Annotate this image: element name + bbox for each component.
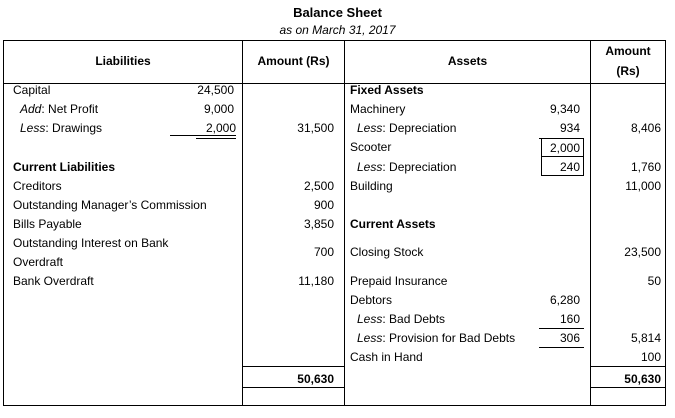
current-liabilities-heading: Current Liabilities — [13, 160, 116, 174]
bad-debts-label — [357, 312, 445, 326]
interest-label-cont: Overdraft — [13, 255, 64, 269]
header-amount-right: Amount — [605, 44, 651, 58]
header-amount-left: Amount (Rs) — [257, 54, 330, 68]
subtotal-rule — [539, 138, 584, 139]
overdraft-amount: 11,180 — [298, 274, 334, 288]
total-rule — [590, 387, 665, 388]
machinery-net-amount: 8,406 — [630, 121, 661, 135]
less-prefix: Less — [20, 121, 46, 135]
scooter-dep-text: : Depreciation — [382, 160, 457, 174]
drawings-label — [20, 121, 102, 135]
creditors-amount: 2,500 — [303, 179, 334, 193]
total-rule — [242, 366, 345, 367]
balance-sheet-table — [3, 40, 666, 406]
drawings-text: : Drawings — [45, 121, 103, 135]
add-prefix: Add — [20, 102, 42, 116]
liabilities-total: 50,630 — [297, 372, 334, 386]
capital-label: Capital — [13, 83, 51, 97]
debtors-value: 6,280 — [549, 293, 580, 307]
less-prefix: Less — [357, 312, 383, 326]
net-profit-label — [20, 102, 98, 116]
total-rule — [590, 366, 665, 367]
col-divider — [590, 41, 591, 405]
less-prefix: Less — [357, 331, 383, 345]
subtotal-rule — [539, 328, 584, 329]
capital-value: 24,500 — [197, 83, 234, 97]
interest-amount: 700 — [313, 245, 334, 259]
provision-label — [357, 331, 515, 345]
building-amount: 11,000 — [625, 179, 661, 193]
bills-label: Bills Payable — [13, 217, 82, 231]
commission-label: Outstanding Manager’s Commission — [13, 198, 207, 212]
less-prefix: Less — [357, 121, 383, 135]
assets-total: 50,630 — [624, 372, 661, 386]
cash-label: Cash in Hand — [350, 350, 423, 364]
machinery-dep-value: 934 — [559, 121, 580, 135]
scooter-net-amount: 1,760 — [630, 160, 661, 174]
provision-value: 306 — [559, 331, 580, 345]
bad-debts-text: : Bad Debts — [382, 312, 446, 326]
insurance-amount: 50 — [647, 274, 661, 288]
stock-label: Closing Stock — [350, 245, 424, 259]
document-subtitle: as on March 31, 2017 — [279, 23, 396, 37]
bills-amount: 3,850 — [303, 217, 334, 231]
fixed-assets-heading: Fixed Assets — [350, 83, 424, 97]
machinery-label: Machinery — [350, 102, 406, 116]
commission-amount: 900 — [313, 198, 334, 212]
insurance-label: Prepaid Insurance — [350, 274, 448, 288]
bad-debts-value: 160 — [559, 312, 580, 326]
machinery-dep-text: : Depreciation — [382, 121, 457, 135]
stock-amount: 23,500 — [624, 245, 661, 259]
header-rule — [4, 83, 665, 84]
net-profit-text: : Net Profit — [41, 102, 99, 116]
scooter-label: Scooter — [350, 140, 392, 154]
debtors-label: Debtors — [350, 293, 393, 307]
scooter-dep-label — [357, 160, 456, 174]
header-assets: Assets — [447, 54, 488, 68]
debtors-net-amount: 5,814 — [630, 331, 661, 345]
capital-total: 31,500 — [297, 121, 334, 135]
less-prefix: Less — [357, 160, 383, 174]
provision-text: : Provision for Bad Debts — [382, 331, 516, 345]
col-divider — [344, 41, 345, 405]
total-rule — [242, 387, 345, 388]
cash-amount: 100 — [640, 350, 661, 364]
overdraft-label: Bank Overdraft — [13, 274, 94, 288]
subtotal-rule — [196, 138, 236, 139]
creditors-label: Creditors — [13, 179, 62, 193]
machinery-dep-label — [357, 121, 456, 135]
scooter-dep-value: 240 — [541, 156, 584, 176]
header-amount-right-unit: (Rs) — [616, 64, 640, 78]
net-profit-value: 9,000 — [203, 102, 234, 116]
current-assets-heading: Current Assets — [350, 217, 436, 231]
subtotal-rule — [539, 347, 584, 348]
header-liabilities: Liabilities — [95, 54, 151, 68]
document-title: Balance Sheet — [293, 5, 382, 20]
machinery-value: 9,340 — [549, 102, 580, 116]
interest-label: Outstanding Interest on Bank — [13, 236, 169, 250]
drawings-value: 2,000 — [170, 121, 236, 136]
scooter-value: 2,000 — [541, 138, 584, 157]
building-label: Building — [350, 179, 393, 193]
